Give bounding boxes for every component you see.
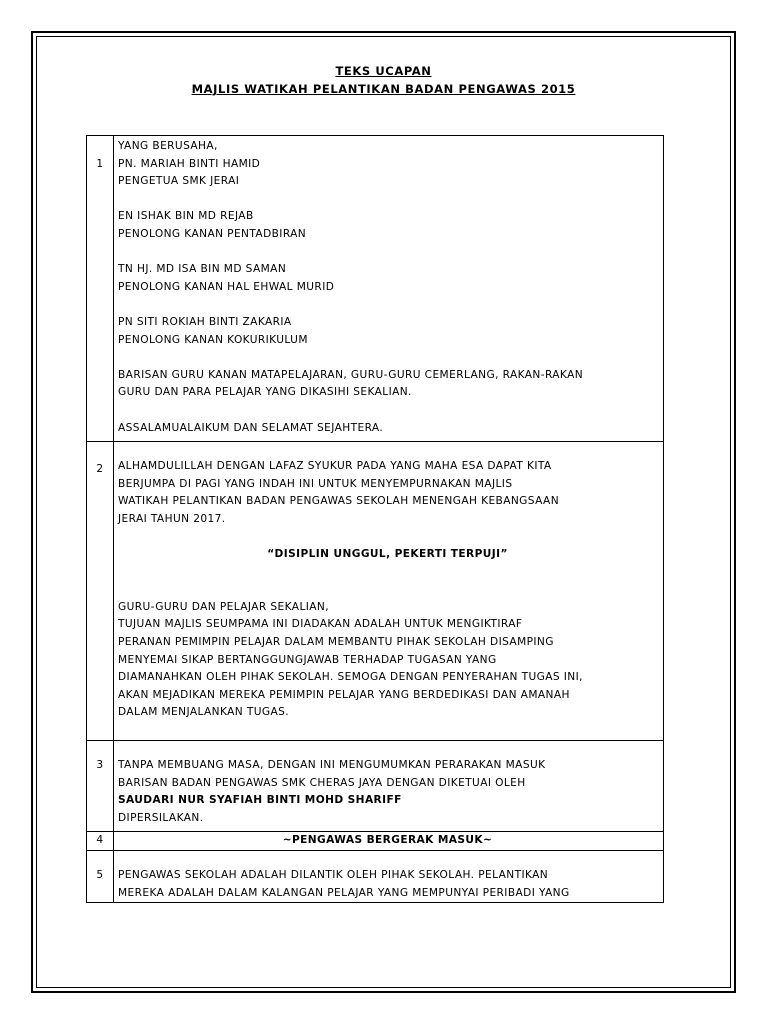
text-line: ASSALAMUALAIKUM DAN SELAMAT SEJAHTERA. — [118, 421, 384, 434]
text-line: MEREKA ADALAH DALAM KALANGAN PELAJAR YANG MEMPUNYAI PERIBADI YANG — [118, 886, 570, 899]
text-line: YANG BERUSAHA, — [118, 140, 218, 152]
text-line: TANPA MEMBUANG MASA, DENGAN INI MENGUMUMKAN PERARAKAN MASUK — [118, 759, 546, 771]
text-line: WATIKAH PELANTIKAN BADAN PENGAWAS SEKOLAH MENENGAH KEBANGSAAN — [118, 495, 560, 508]
document-subtitle: MAJLIS WATIKAH PELANTIKAN BADAN PENGAWAS 2015 — [191, 82, 576, 96]
row-number: 4 — [96, 834, 104, 847]
speech-table — [86, 135, 664, 903]
row-number-cell — [87, 136, 114, 442]
text-line: BARISAN GURU KANAN MATAPELAJARAN, GURU-GURU CEMERLANG, RAKAN-RAKAN — [118, 368, 584, 381]
table-row — [87, 832, 664, 851]
text-line: TN HJ. MD ISA BIN MD SAMAN — [118, 263, 287, 276]
row-number-cell — [87, 832, 114, 851]
row-content-cell — [114, 741, 664, 832]
text-line: PN SITI ROKIAH BINTI ZAKARIA — [118, 315, 292, 328]
row-number-cell — [87, 741, 114, 832]
text-line: DALAM MENJALANKAN TUGAS. — [118, 706, 290, 719]
text-line: JERAI TAHUN 2017. — [118, 512, 226, 525]
text-line: PENOLONG KANAN HAL EHWAL MURID — [118, 280, 335, 293]
text-line: GURU-GURU DAN PELAJAR SEKALIAN, — [118, 600, 330, 613]
row-number: 1 — [96, 157, 104, 170]
row-content-cell — [114, 832, 664, 851]
text-line: PENGETUA SMK JERAI — [118, 175, 240, 188]
text-line: GURU DAN PARA PELAJAR YANG DIKASIHI SEKALIAN. — [118, 386, 412, 399]
row-content-cell — [114, 442, 664, 741]
row-number-cell — [87, 442, 114, 741]
procession-note: ~PENGAWAS BERGERAK MASUK~ — [282, 834, 493, 847]
table-row — [87, 136, 664, 442]
text-line: PN. MARIAH BINTI HAMID — [118, 157, 261, 170]
row-content-cell — [114, 136, 664, 442]
table-row — [87, 442, 664, 741]
row-number-cell — [87, 850, 114, 902]
text-line: AKAN MEJADIKAN MEREKA PEMIMPIN PELAJAR YANG BERDEDIKASI DAN AMANAH — [118, 688, 570, 701]
text-line: PENOLONG KANAN KOKURIKULUM — [118, 333, 308, 346]
text-line: BERJUMPA DI PAGI YANG INDAH INI UNTUK MENYEMPURNAKAN MAJLIS — [118, 477, 513, 490]
document-title: TEKS UCAPAN — [335, 64, 432, 78]
text-line: DIPERSILAKAN. — [118, 811, 204, 824]
row-number: 2 — [96, 463, 104, 476]
leader-name: SAUDARI NUR SYAFIAH BINTI MOHD SHARIFF — [118, 794, 402, 807]
text-line: BARISAN BADAN PENGAWAS SMK CHERAS JAYA DENGAN DIKETUAI OLEH — [118, 776, 526, 789]
table-row — [87, 741, 664, 832]
motto-text: “DISIPLIN UNGGUL, PEKERTI TERPUJI” — [267, 548, 508, 561]
text-line: EN ISHAK BIN MD REJAB — [118, 210, 254, 223]
text-line: PENOLONG KANAN PENTADBIRAN — [118, 227, 307, 240]
row-number: 5 — [96, 868, 104, 881]
text-line: DIAMANAHKAN OLEH PIHAK SEKOLAH. SEMOGA DENGAN PENYERAHAN TUGAS INI, — [118, 671, 583, 684]
text-line: ALHAMDULILLAH DENGAN LAFAZ SYUKUR PADA YANG MAHA ESA DAPAT KITA — [118, 460, 552, 473]
text-line: TUJUAN MAJLIS SEUMPAMA INI DIADAKAN ADALAH UNTUK MENGIKTIRAF — [118, 618, 523, 631]
text-line: PERANAN PEMIMPIN PELAJAR DALAM MEMBANTU PIHAK SEKOLAH DISAMPING — [118, 636, 554, 649]
text-line: MENYEMAI SIKAP BERTANGGUNGJAWAB TERHADAP TUGASAN YANG — [118, 653, 497, 666]
text-line: PENGAWAS SEKOLAH ADALAH DILANTIK OLEH PIHAK SEKOLAH. PELANTIKAN — [118, 868, 549, 881]
row-number: 3 — [96, 759, 104, 771]
table-row — [87, 850, 664, 902]
row-content-cell — [114, 850, 664, 902]
